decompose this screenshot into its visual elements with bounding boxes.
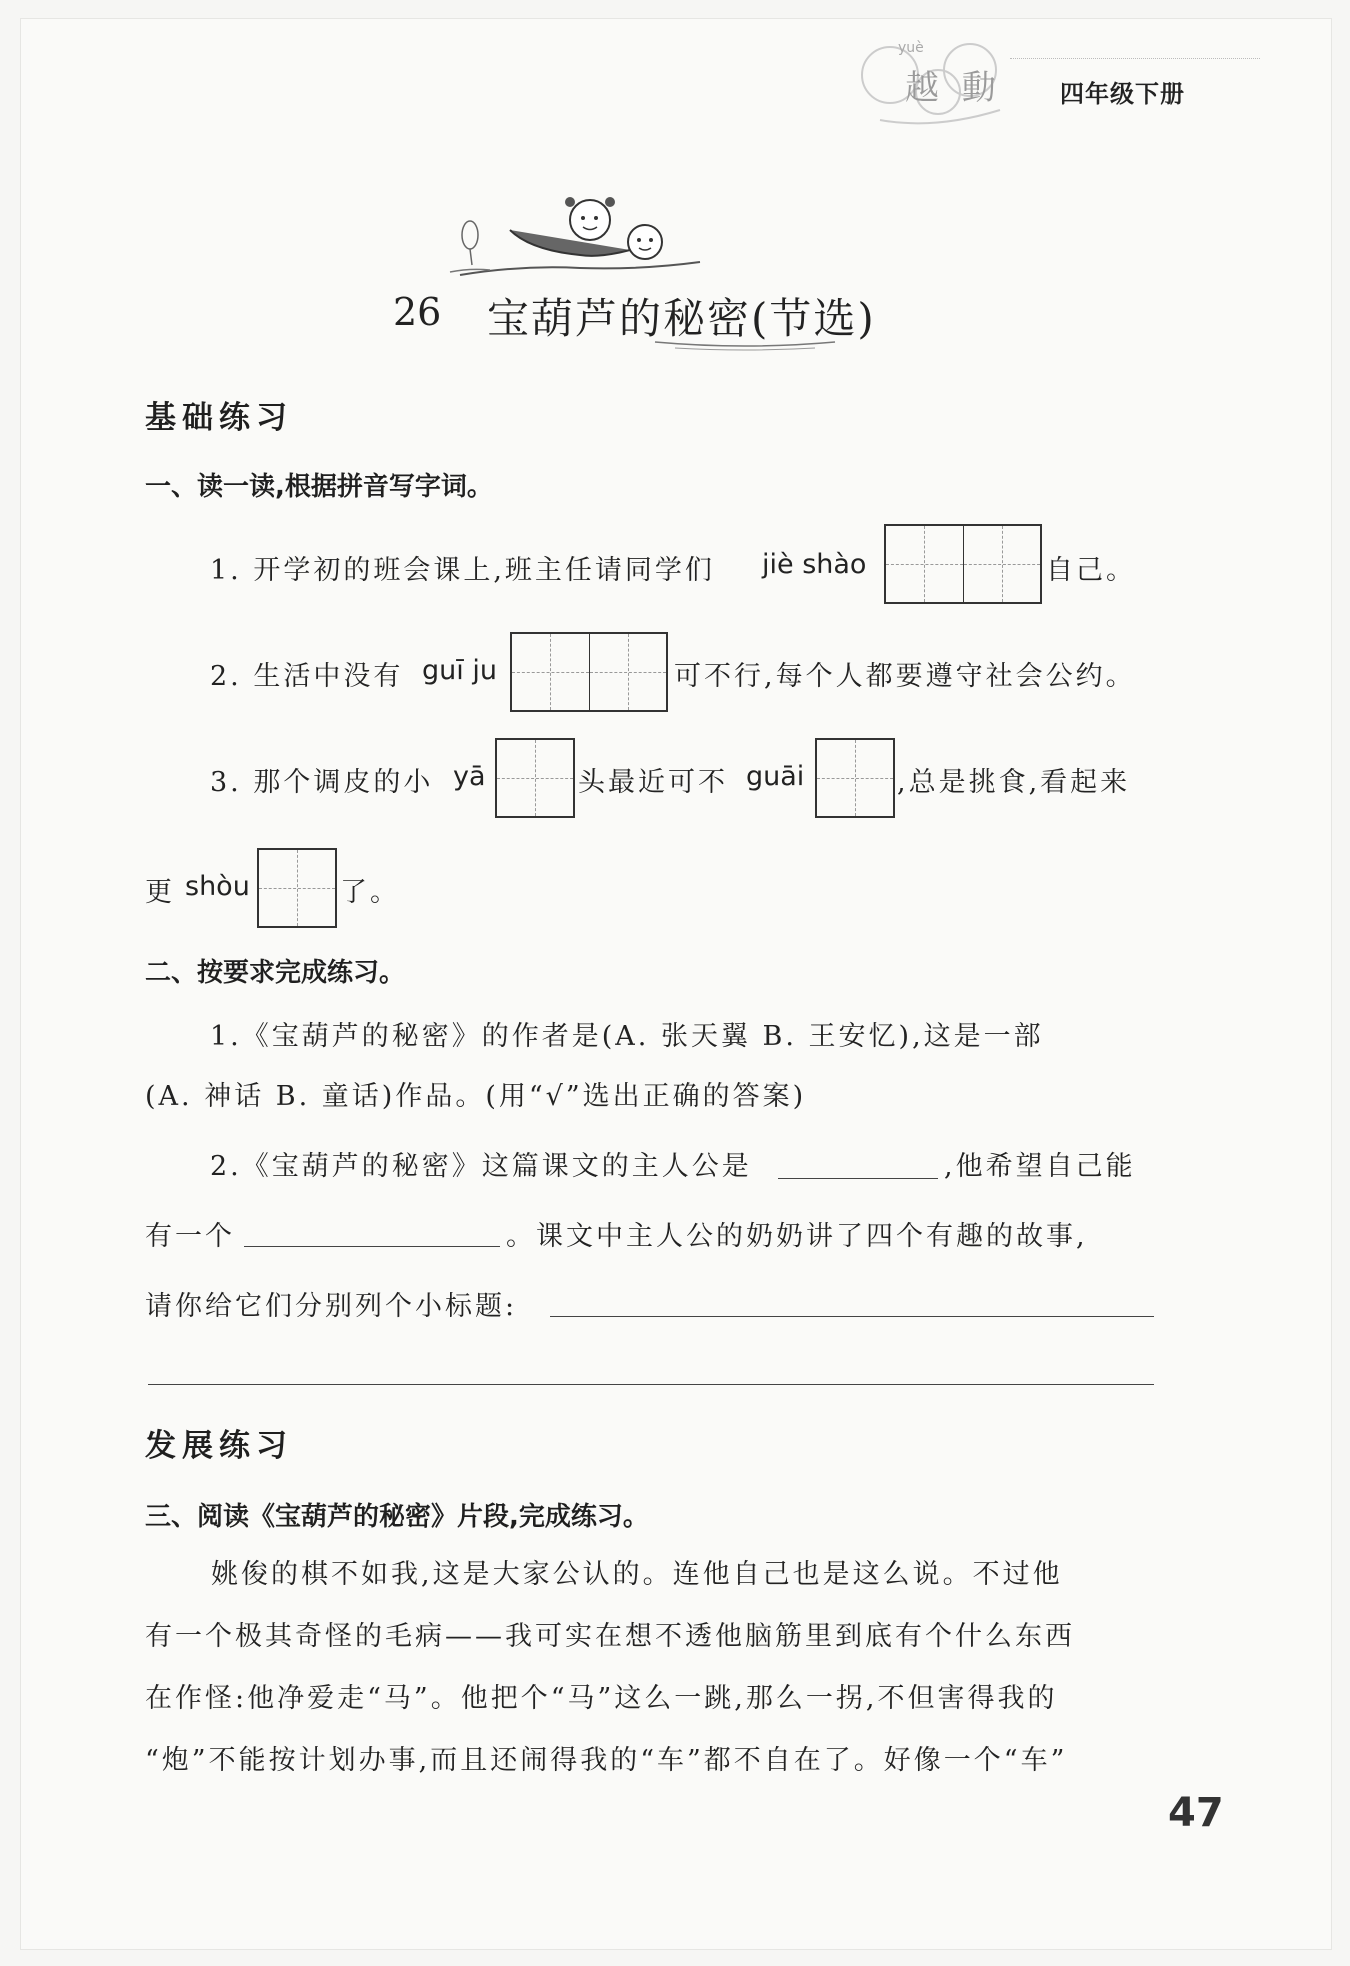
answer-blank-protagonist[interactable] (778, 1178, 938, 1179)
q1-item3-mid: 头最近可不 (578, 767, 728, 798)
q2-item2-line1-a: 2.《宝葫芦的秘密》这篇课文的主人公是 (210, 1151, 752, 1182)
section-heading-development: 发展练习 (145, 1428, 293, 1464)
q1-item3-prefix: 3. 那个调皮的小 (210, 767, 434, 798)
q1-item3-pinyin-3: shòu (185, 871, 250, 902)
writing-cell[interactable] (817, 740, 893, 816)
passage-line: 姚俊的棋不如我,这是大家公认的。连他自己也是这么说。不过他 (211, 1559, 1063, 1590)
grade-label: 四年级下册 (1060, 80, 1185, 108)
passage-line: 有一个极其奇怪的毛病——我可实在想不透他脑筋里到底有个什么东西 (145, 1621, 1075, 1652)
q1-item3-line2-suffix: 了。 (340, 877, 400, 908)
writing-cell[interactable] (259, 850, 335, 926)
q2-item1-line1: 1.《宝葫芦的秘密》的作者是(A. 张天翼 B. 王安忆),这是一部 (210, 1021, 1044, 1052)
q2-item2-line2-b: 。课文中主人公的奶奶讲了四个有趣的故事, (506, 1221, 1088, 1252)
title-underline-icon (650, 338, 840, 352)
section-heading-basic: 基础练习 (145, 400, 293, 436)
passage-line: “炮”不能按计划办事,而且还闹得我的“车”都不自在了。好像一个“车” (145, 1745, 1068, 1776)
q1-item1-pinyin: jiè shào (762, 549, 867, 580)
q2-item1-line2: (A. 神话 B. 童话)作品。(用“√”选出正确的答案) (145, 1081, 807, 1112)
q1-item3-line2-prefix: 更 (145, 877, 175, 908)
q1-item1-writing-box[interactable] (884, 524, 1042, 604)
q2-item2-line2-a: 有一个 (145, 1221, 235, 1252)
writing-cell[interactable] (964, 526, 1041, 602)
header-rule (1010, 58, 1260, 59)
reading-passage (145, 1544, 1075, 1792)
passage-line: 在作怪:他净爱走“马”。他把个“马”这么一跳,那么一拐,不但害得我的 (145, 1683, 1058, 1714)
answer-blank-wish[interactable] (244, 1246, 500, 1247)
q1-item3-pinyin-2: guāi (746, 761, 805, 792)
logo-pinyin: yuè (898, 40, 924, 56)
q2-item2-line3: 请你给它们分别列个小标题: (145, 1291, 518, 1322)
answer-blank-subtitles-1[interactable] (550, 1316, 1154, 1317)
q1-item2-writing-box[interactable] (510, 632, 668, 712)
logo-text: 越 動 (905, 68, 1002, 108)
q1-item3-writing-box-1[interactable] (495, 738, 575, 818)
writing-cell[interactable] (590, 634, 667, 710)
q1-item1-prefix: 1. 开学初的班会课上,班主任请同学们 (210, 555, 715, 586)
answer-blank-subtitles-2[interactable] (148, 1384, 1154, 1385)
writing-cell[interactable] (497, 740, 573, 816)
q1-item2-suffix: 可不行,每个人都要遵守社会公约。 (674, 661, 1136, 692)
lesson-number: 26 (393, 290, 442, 334)
question-2-heading: 二、按要求完成练习。 (145, 958, 406, 988)
q1-item3-pinyin-1: yā (453, 761, 486, 792)
q1-item1-suffix: 自己。 (1046, 555, 1136, 586)
page-number: 47 (1168, 1790, 1224, 1836)
writing-cell[interactable] (886, 526, 964, 602)
writing-cell[interactable] (512, 634, 590, 710)
children-illustration-icon (440, 180, 740, 290)
lesson-title: 宝葫芦的秘密(节选) (487, 294, 876, 343)
q2-item2-line1-b: ,他希望自己能 (944, 1151, 1136, 1182)
question-3-heading: 三、阅读《宝葫芦的秘密》片段,完成练习。 (145, 1502, 649, 1532)
q1-item2-pinyin: guī ju (422, 655, 497, 686)
question-1-heading: 一、读一读,根据拼音写字词。 (145, 472, 493, 502)
q1-item3-suffix: ,总是挑食,看起来 (897, 767, 1131, 798)
q1-item2-prefix: 2. 生活中没有 (210, 661, 404, 692)
q1-item3-writing-box-3[interactable] (257, 848, 337, 928)
q1-item3-writing-box-2[interactable] (815, 738, 895, 818)
